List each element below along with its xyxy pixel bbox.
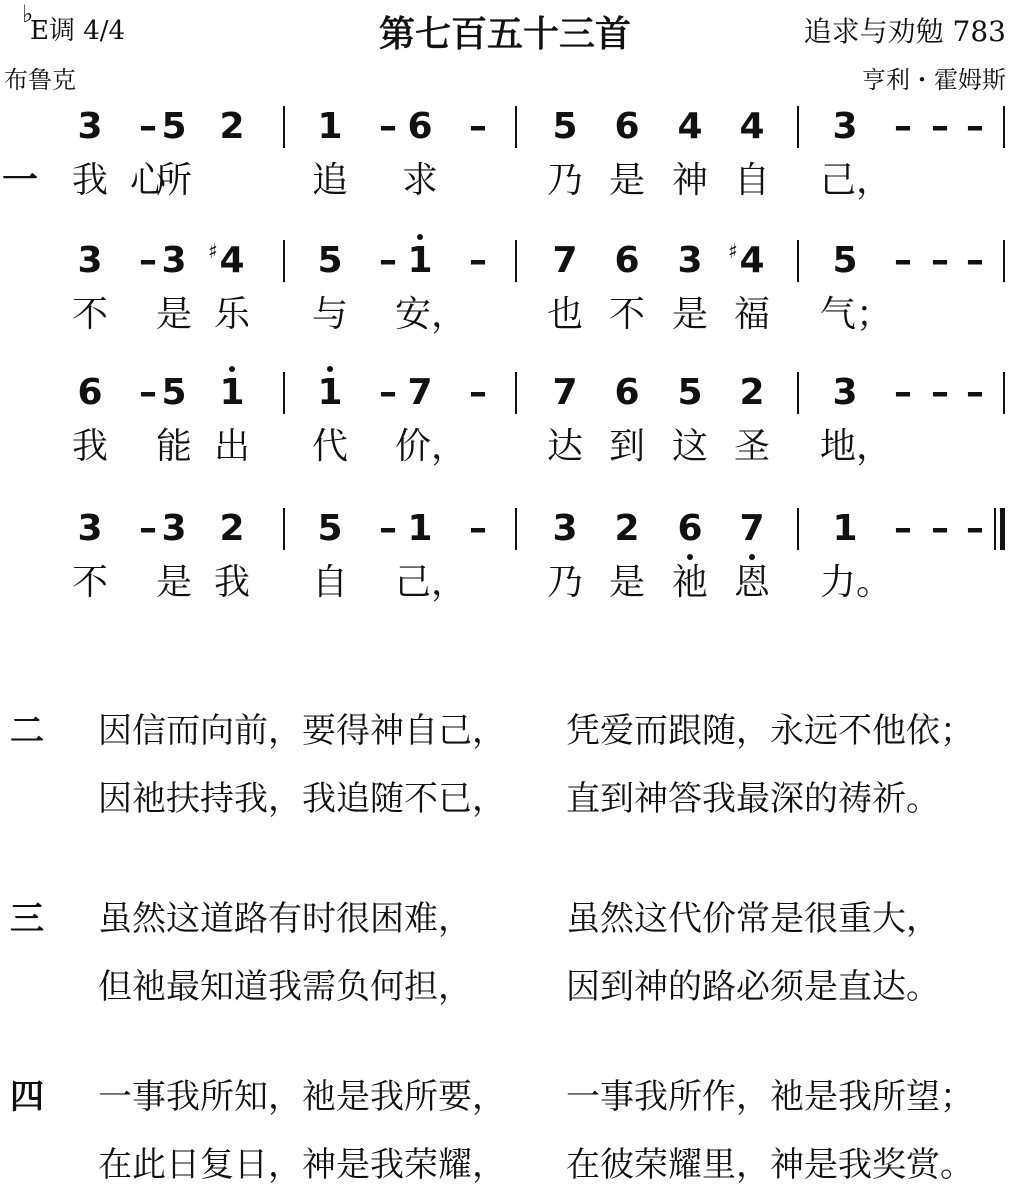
note: 1 xyxy=(310,368,350,418)
note: 2 xyxy=(739,372,765,413)
bar-line xyxy=(283,372,285,414)
stanza-lyric-line: 直到神答我最深的祷祈。 xyxy=(566,779,940,819)
note: 6 xyxy=(614,106,640,147)
lyric-syllable: 己， xyxy=(820,160,893,201)
dash-note: – xyxy=(139,508,157,549)
stanza-lyric-line: 虽然这道路有时很困难， xyxy=(98,899,472,939)
lyric-syllable: 自 xyxy=(311,562,348,603)
bar-line xyxy=(515,508,517,550)
dash-note: – xyxy=(966,240,984,281)
bar-line xyxy=(797,240,799,282)
lyric-syllable: 不 xyxy=(608,294,645,335)
lyric-syllable: 是 xyxy=(155,294,192,335)
stanza-number: 二 xyxy=(10,711,44,751)
note: 7 xyxy=(552,372,578,413)
note: 3 xyxy=(832,372,858,413)
dash-note: – xyxy=(966,106,984,147)
notation-row xyxy=(0,504,1010,554)
lyric-syllable: 出 xyxy=(213,426,250,467)
lyric-syllable: 所 xyxy=(155,160,192,201)
dash-note: – xyxy=(966,372,984,413)
lyric-syllable: 能 xyxy=(155,426,192,467)
dash-note: – xyxy=(931,508,949,549)
stanza-lyric-line: 因祂扶持我，我追随不已， xyxy=(98,779,506,819)
note: 4 ♯ xyxy=(212,236,252,286)
stanza-lyric-line: 凭爱而跟随，永远不他依； xyxy=(566,711,974,751)
note: 5 xyxy=(317,240,343,281)
note: 6 xyxy=(77,372,103,413)
lyric-row xyxy=(0,558,1010,608)
bar-line xyxy=(283,240,285,282)
bar-line xyxy=(515,106,517,148)
stanza-lyric-line: 在此日复日，神是我荣耀， xyxy=(98,1145,506,1185)
lyric-syllable: 地， xyxy=(820,426,893,467)
notation-row xyxy=(0,102,1010,152)
stanza-lyric-line: 一事我所作，祂是我所望； xyxy=(566,1077,974,1117)
lyric-row xyxy=(0,290,1010,340)
stanza-number: 三 xyxy=(10,899,44,939)
lyric-syllable: 恩 xyxy=(733,562,770,603)
lyric-syllable: 圣 xyxy=(733,426,770,467)
lyric-syllable: 也 xyxy=(546,294,583,335)
key-label: E调 4/4 xyxy=(30,16,126,46)
bar-line xyxy=(1003,106,1005,148)
note: 1 xyxy=(407,508,433,549)
note: 4 xyxy=(677,106,703,147)
bar-line xyxy=(283,106,285,148)
lyric-syllable: 不 xyxy=(71,294,108,335)
note: 2 xyxy=(219,106,245,147)
stanza-lyric-line: 在彼荣耀里，神是我奖赏。 xyxy=(566,1145,974,1185)
bar-line xyxy=(1003,240,1005,282)
note: 3 xyxy=(161,240,187,281)
lyricist: 亨利・霍姆斯 xyxy=(862,66,1006,94)
note: 5 xyxy=(161,106,187,147)
dash-note: – xyxy=(379,106,397,147)
composer: 布鲁克 xyxy=(4,66,76,94)
lyric-syllable: 气； xyxy=(820,294,893,335)
dash-note: – xyxy=(931,240,949,281)
lyric-syllable: 我 xyxy=(213,562,250,603)
dash-note: – xyxy=(931,106,949,147)
lyric-syllable: 求 xyxy=(401,160,438,201)
dash-note: – xyxy=(379,508,397,549)
lyric-syllable: 达 xyxy=(546,426,583,467)
verse-number: 一 xyxy=(2,160,39,201)
note: 3 xyxy=(552,508,578,549)
stanza-lyric-line: 一事我所知，祂是我所要， xyxy=(98,1077,506,1117)
dash-note: – xyxy=(894,240,912,281)
hymn-title: 第七百五十三首 xyxy=(378,14,631,55)
note: 6 xyxy=(614,372,640,413)
dash-note: – xyxy=(139,240,157,281)
lyric-syllable: 代 xyxy=(311,426,348,467)
bar-line xyxy=(515,372,517,414)
lyric-syllable: 神 xyxy=(671,160,708,201)
lyric-syllable: 力。 xyxy=(820,562,893,603)
dash-note: – xyxy=(966,508,984,549)
note: 3 xyxy=(77,106,103,147)
dash-note: – xyxy=(894,106,912,147)
note: 4 xyxy=(739,106,765,147)
lyric-syllable: 己， xyxy=(395,562,468,603)
lyric-row xyxy=(0,156,1010,206)
note: 2 xyxy=(614,508,640,549)
stanza-lyric-line: 但祂最知道我需负何担， xyxy=(98,967,472,1007)
note: 3 xyxy=(77,508,103,549)
note: 6 xyxy=(670,504,710,554)
dash-note: – xyxy=(931,372,949,413)
note: 5 xyxy=(161,372,187,413)
note: 7 xyxy=(407,372,433,413)
final-bar-line xyxy=(994,508,1005,550)
lyric-row xyxy=(0,422,1010,472)
lyric-syllable: 价， xyxy=(395,426,468,467)
note: 3 xyxy=(77,240,103,281)
lyric-syllable: 乃 xyxy=(546,160,583,201)
lyric-syllable: 我 xyxy=(71,426,108,467)
sharp-sign: ♯ xyxy=(208,239,218,263)
hymn-category: 追求与劝勉 783 xyxy=(803,15,1006,48)
stanza-lyric-line: 因信而向前，要得神自己， xyxy=(98,711,506,751)
bar-line xyxy=(1003,372,1005,414)
note: 1 xyxy=(317,106,343,147)
notation-row xyxy=(0,236,1010,286)
dash-note: – xyxy=(894,508,912,549)
lyric-syllable: 祂 xyxy=(671,562,708,603)
note: 7 xyxy=(552,240,578,281)
lyric-syllable: 我 xyxy=(71,160,108,201)
note: 6 xyxy=(407,106,433,147)
dash-note: – xyxy=(379,372,397,413)
lyric-syllable: 是 xyxy=(608,562,645,603)
dash-note: – xyxy=(469,508,487,549)
lyric-syllable: 安， xyxy=(395,294,468,335)
note: 5 xyxy=(677,372,703,413)
dash-note: – xyxy=(469,106,487,147)
stanza-lyric-line: 虽然这代价常是很重大， xyxy=(566,899,940,939)
stanza-number: 四 xyxy=(10,1077,44,1117)
lyric-syllable: 自 xyxy=(733,160,770,201)
note: 2 xyxy=(219,508,245,549)
lyric-syllable: 乐 xyxy=(213,294,250,335)
dash-note: – xyxy=(894,372,912,413)
note: 4 ♯ xyxy=(732,236,772,286)
note: 1 xyxy=(400,236,440,286)
lyric-syllable: 心 xyxy=(129,160,166,201)
bar-line xyxy=(797,372,799,414)
lyric-syllable: 乃 xyxy=(546,562,583,603)
bar-line xyxy=(283,508,285,550)
note: 5 xyxy=(552,106,578,147)
lyric-syllable: 这 xyxy=(671,426,708,467)
bar-line xyxy=(797,508,799,550)
note: 3 xyxy=(161,508,187,549)
dash-note: – xyxy=(469,372,487,413)
note: 5 xyxy=(317,508,343,549)
bar-line xyxy=(797,106,799,148)
note: 1 xyxy=(212,368,252,418)
dash-note: – xyxy=(379,240,397,281)
sharp-sign: ♯ xyxy=(728,239,738,263)
dash-note: – xyxy=(139,106,157,147)
notation-row xyxy=(0,368,1010,418)
note: 1 xyxy=(832,508,858,549)
note: 3 xyxy=(832,106,858,147)
lyric-syllable: 不 xyxy=(71,562,108,603)
lyric-syllable: 是 xyxy=(608,160,645,201)
flat-sign: ♭ xyxy=(22,0,34,28)
dash-note: – xyxy=(469,240,487,281)
stanza-lyric-line: 因到神的路必须是直达。 xyxy=(566,967,940,1007)
lyric-syllable: 到 xyxy=(608,426,645,467)
note: 3 xyxy=(677,240,703,281)
lyric-syllable: 是 xyxy=(671,294,708,335)
note: 6 xyxy=(614,240,640,281)
lyric-syllable: 与 xyxy=(311,294,348,335)
lyric-syllable: 福 xyxy=(733,294,770,335)
bar-line xyxy=(515,240,517,282)
note: 7 xyxy=(732,504,772,554)
note: 5 xyxy=(832,240,858,281)
lyric-syllable: 是 xyxy=(155,562,192,603)
lyric-syllable: 追 xyxy=(311,160,348,201)
dash-note: – xyxy=(139,372,157,413)
